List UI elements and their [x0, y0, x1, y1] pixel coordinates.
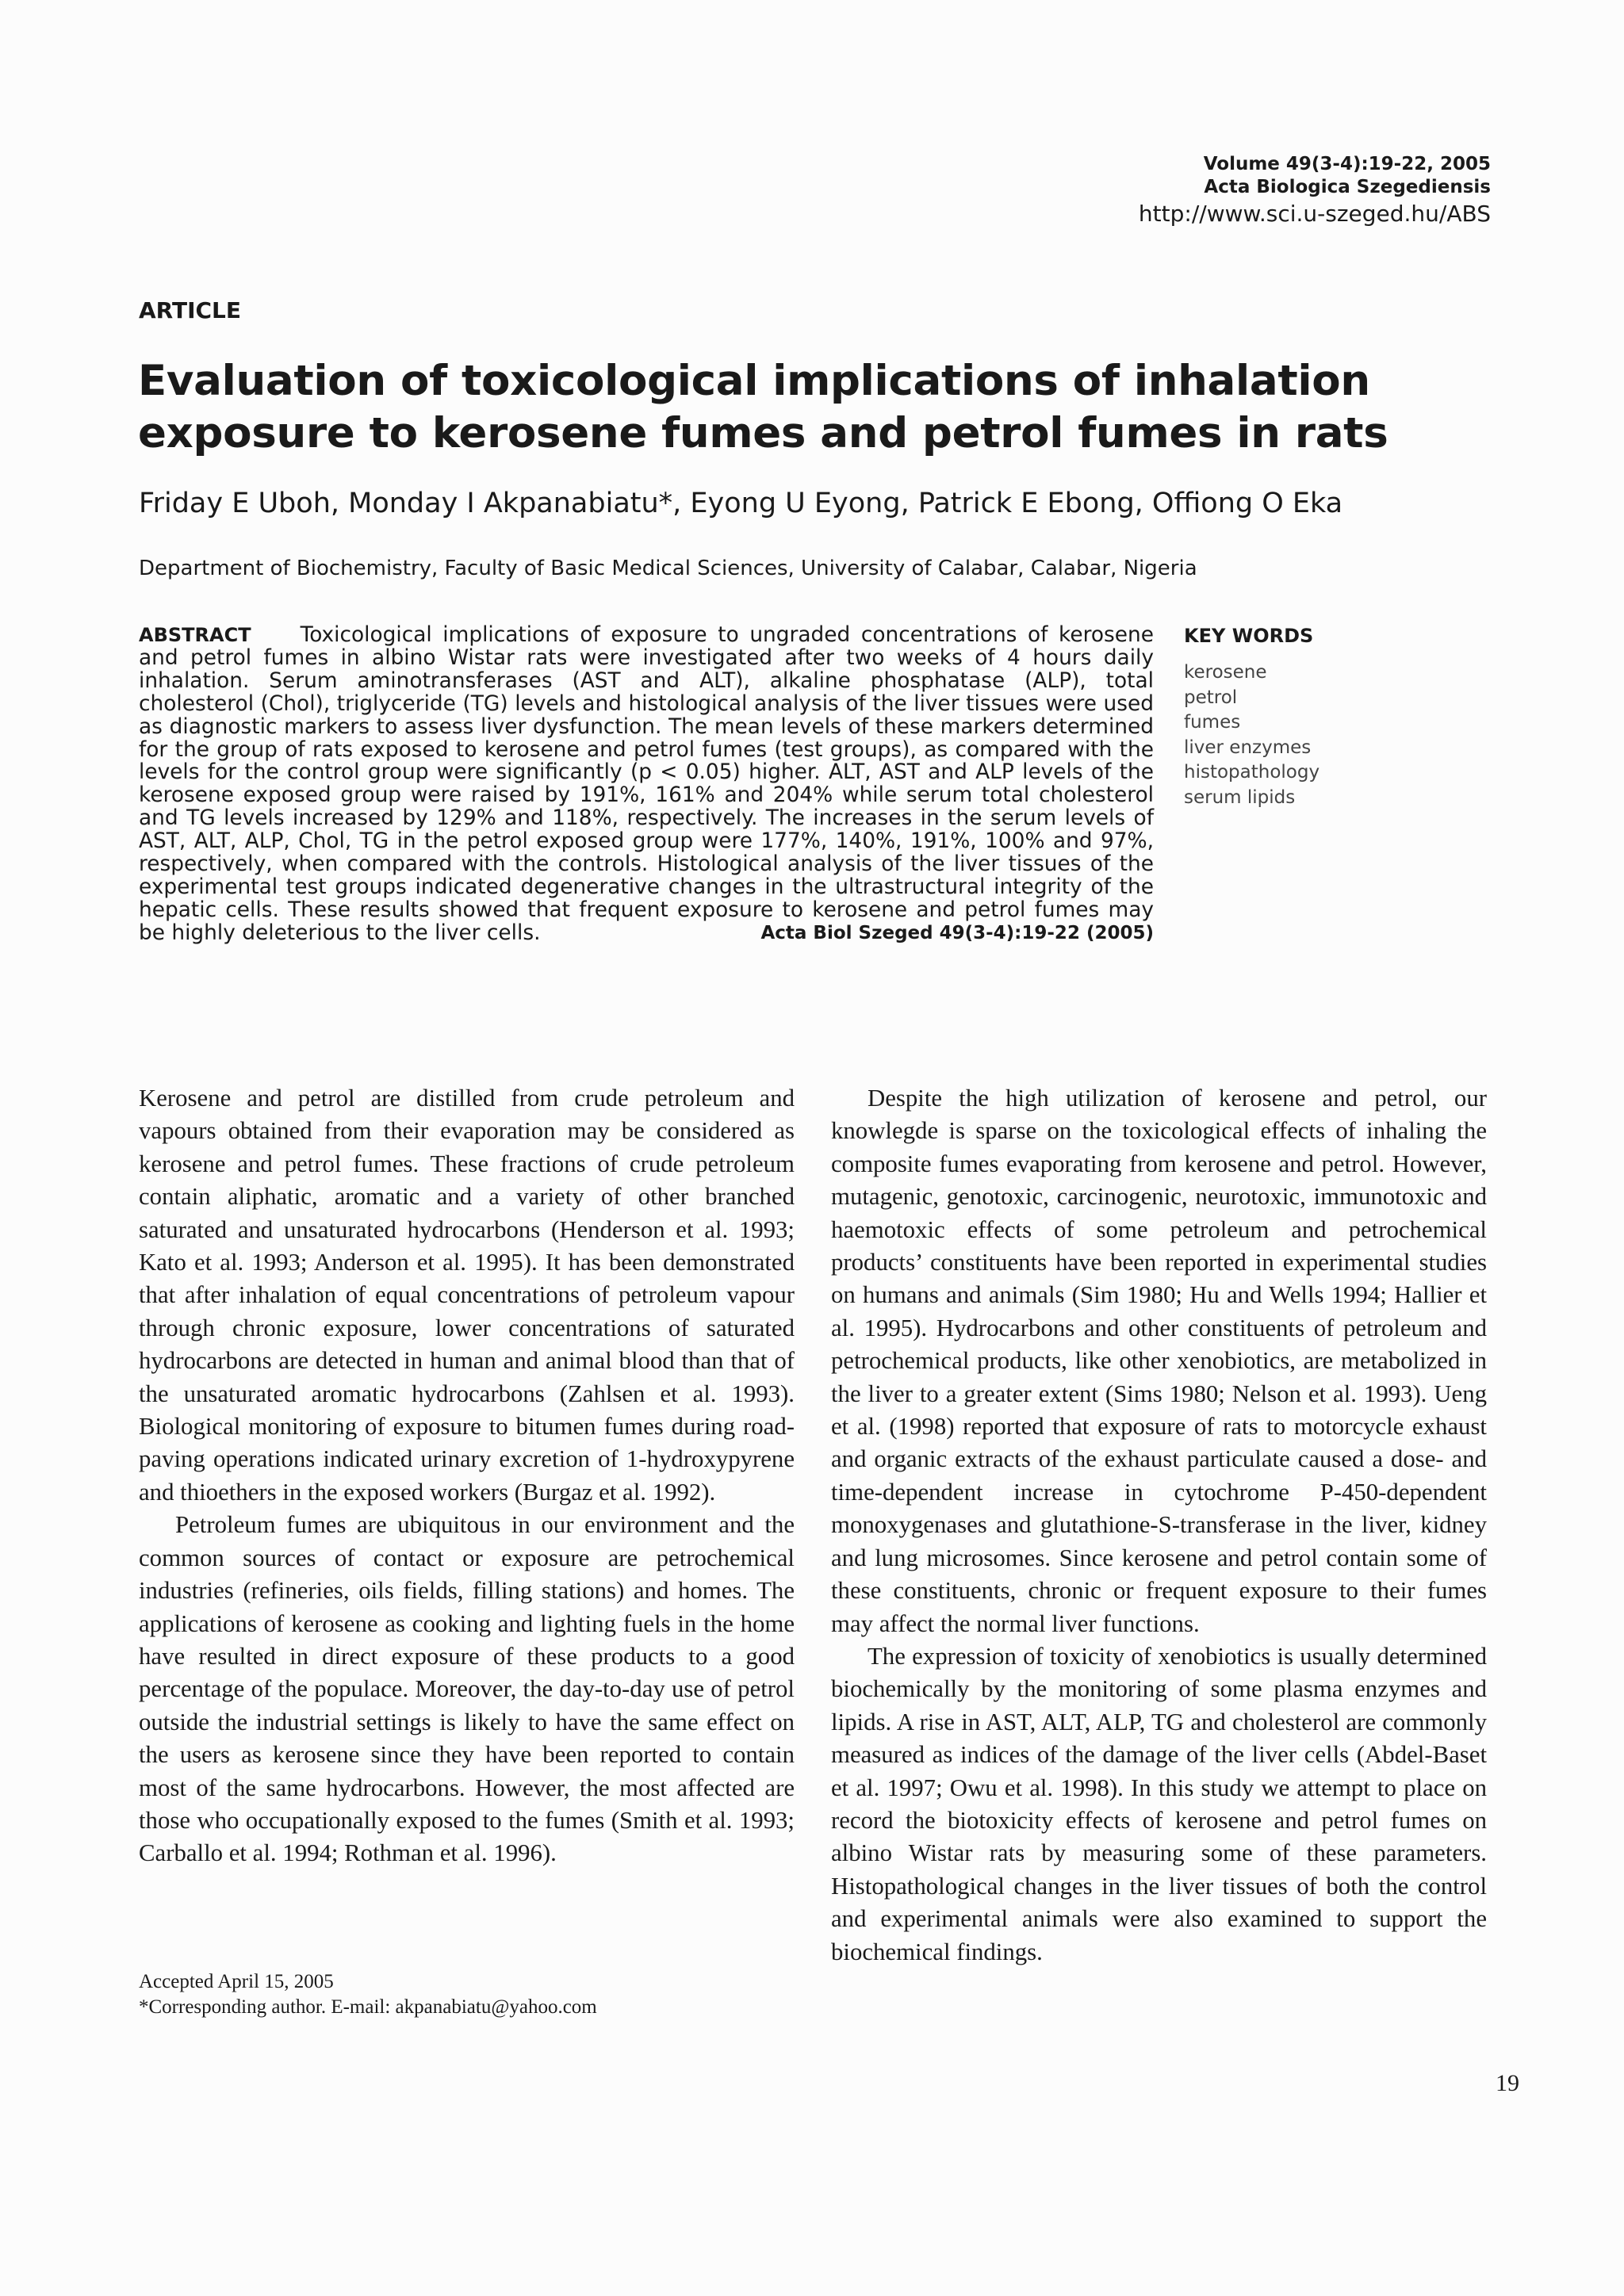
body-column-right — [831, 1082, 1487, 1969]
journal-header — [1139, 153, 1491, 228]
journal-volume: Volume 49(3-4):19-22, 2005 — [1203, 154, 1491, 174]
keyword-item: petrol — [1184, 687, 1238, 708]
page-number: 19 — [1496, 2070, 1519, 2096]
keyword-item: histopathology — [1184, 762, 1320, 783]
body-paragraph: The expression of toxicity of xenobiotics is usually determined biochemically by the monitoring of some plasma enzymes and lipids. A rise in AST, ALT, ALP, TG and cholesterol are commonly measured as indices of the damage of the liver cells (Abdel-Baset et al. 1997; Owu et al. 1998). In this study we attempt to place on record the biotoxicity effects of kerosene and petrol fumes on albino Wistar rats by measuring some of these parameters. Histopathological changes in the liver tissues of both the control and experimental animals were also examined to support the biochemical findings. — [831, 1642, 1487, 1965]
body-paragraph: Kerosene and petrol are distilled from crude petroleum and vapours obtained from their evaporation may be considered as kerosene and petrol fumes. These fractions of crude petroleum contain aliphatic, aromatic and a variety of other branched saturated and unsaturated hydrocarbons (Henderson et al. 1993; Kato et al. 1993; Anderson et al. 1995). It has been demonstrated that after inhalation of equal concentrations of petroleum vapour through chronic exposure, lower concentrations of saturated hydrocarbons are detected in human and animal blood than that of the unsaturated aromatic hydrocarbons (Zahlsen et al. 1993). Biological monitoring of exposure to bitumen fumes during road-paving operations indicated urinary excretion of 1-hydroxypyrene and thioethers in the exposed workers (Burgaz et al. 1992). — [139, 1085, 795, 1506]
keyword-item: fumes — [1184, 712, 1241, 733]
affiliation: Department of Biochemistry, Faculty of Basic Medical Sciences, University of Calabar, Calabar, Nigeria — [139, 557, 1197, 580]
body-paragraph: Despite the high utilization of kerosene and petrol, our knowlegde is sparse on the toxicological effects of inhaling the composite fumes evaporating from kerosene and petrol. However, mutagenic, genotoxic, carcinogenic, neurotoxic, immunotoxic and haemotoxic effects of some petroleum and petrochemical products’ constituents have been reported in experimental studies on humans and animals (Sim 1980; Hu and Wells 1994; Hallier et al. 1995). Hydrocarbons and other constituents of petroleum and petrochemical products, like other xenobiotics, are metabolized in the liver to a greater extent (Sims 1980; Nelson et al. 1993). Ueng et al. (1998) reported that exposure of rats to motorcycle exhaust and organic extracts of the exhaust particulate caused a dose- and time-dependent increase in cytochrome P-450-dependent monoxygenases and glutathione-S-transferase in the liver, kidney and lung microsomes. Since kerosene and petrol contain some of these constituents, chronic or frequent exposure to their fumes may affect the normal liver functions. — [831, 1085, 1487, 1637]
journal-url[interactable]: http://www.sci.u-szeged.hu/ABS — [1138, 201, 1491, 227]
section-label: ARTICLE — [139, 297, 242, 323]
abstract-citation: Acta Biol Szeged 49(3-4):19-22 (2005) — [760, 922, 1154, 943]
keywords — [1184, 624, 1454, 810]
abstract — [139, 624, 1154, 945]
journal-name: Acta Biologica Szegediensis — [1204, 177, 1491, 197]
article-title: Evaluation of toxicological implications of inhalation exposure to kerosene fumes and petrol fumes in rats — [138, 357, 1388, 457]
keyword-item: serum lipids — [1184, 786, 1296, 808]
body-paragraph: Petroleum fumes are ubiquitous in our environment and the common sources of contact or exposure are petrochemical industries (refineries, oils fields, filling stations) and homes. The applications of kerosene as cooking and lighting fuels in the home have resulted in direct exposure of these products to a good percentage of the populace. Moreover, the day-to-day use of petrol outside the industrial settings is likely to have the same effect on the users as kerosene since they have been reported to contain most of the same hydrocarbons. However, the most affected are those who occupationally exposed to the fumes (Smith et al. 1993; Carballo et al. 1994; Rothman et al. 1996). — [139, 1511, 795, 1867]
authors: Friday E Uboh, Monday I Akpanabiatu*, Eyong U Eyong, Patrick E Ebong, Offiong O Eka — [139, 488, 1343, 519]
footnotes — [139, 1969, 597, 2020]
abstract-label: ABSTRACT — [139, 624, 251, 646]
abstract-text: Toxicological implications of exposure to ungraded concentrations of kerosene and petrol fumes in albino Wistar rats were investigated after two weeks of 4 hours daily inhalation. Serum aminotransferases (AST and ALT), alkaline phosphatase (ALP), total cholesterol (Chol), triglyceride (TG) levels and histological analysis of the liver tissues were used as diagnostic markers to assess liver dysfunction. The mean levels of these markers determined for the group of rats exposed to kerosene and petrol fumes (test groups), as compared with the levels for the control group were significantly (p < 0.05) higher. ALT, AST and ALP levels of the kerosene exposed group were raised by 191%, 161% and 204% while serum total cholesterol and TG levels increased by 129% and 118%, respectively. The increases in the serum levels of AST, ALT, ALP, Chol, TG in the petrol exposed group were 177%, 140%, 191%, 100% and 97%, respectively, when compared with the controls. Histological analysis of the liver tissues of the experimental test groups indicated degenerative changes in the ultrastructural integrity of the hepatic cells. These results showed that frequent exposure to kerosene and petrol fumes may be highly deleterious to the liver cells. — [139, 622, 1154, 945]
body-column-left — [139, 1082, 795, 1870]
keyword-item: liver enzymes — [1184, 737, 1312, 758]
keyword-item: kerosene — [1184, 662, 1267, 683]
keywords-title: KEY WORDS — [1184, 625, 1314, 647]
corresponding-author: *Corresponding author. E-mail: akpanabiatu@yahoo.com — [139, 1996, 597, 2018]
accepted-date: Accepted April 15, 2005 — [139, 1971, 334, 1992]
